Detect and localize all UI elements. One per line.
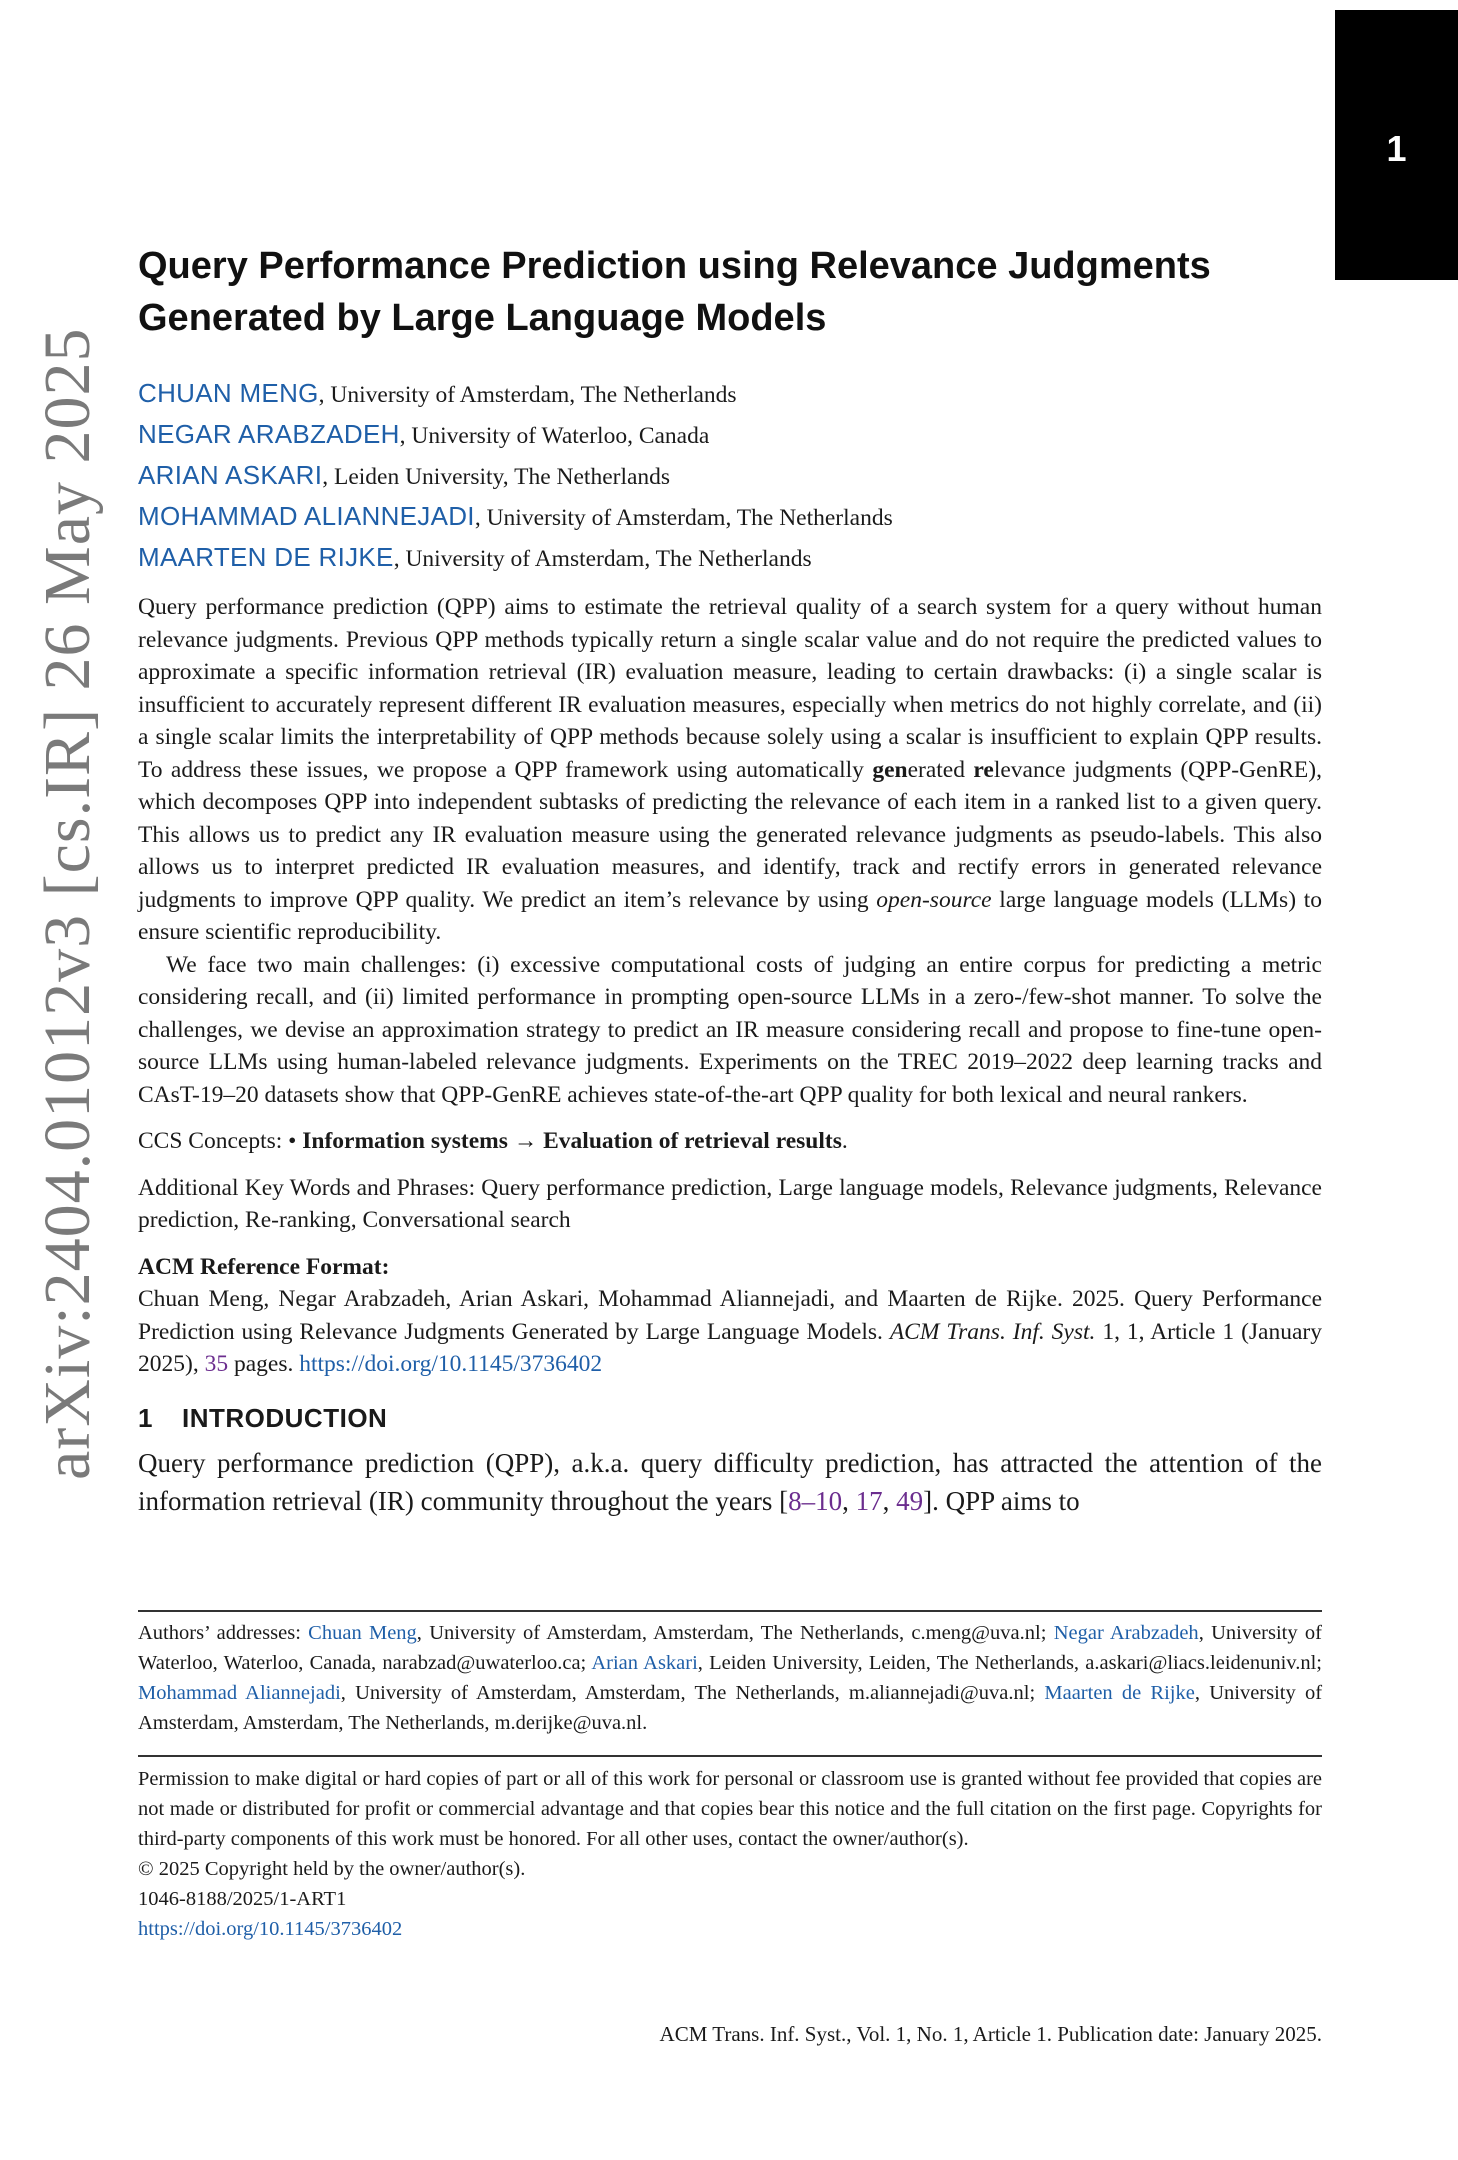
abstract-bold-re: re [973,756,994,783]
section-title: INTRODUCTION [182,1402,388,1433]
author-entry [138,538,1322,579]
intro-body: Query performance prediction (QPP), a.k.a. query difficulty prediction, has attracted the attention of the information retrieval (IR) community throughout the years [ [138,1447,1322,1516]
running-footer: ACM Trans. Inf. Syst., Vol. 1, No. 1, Article 1. Publication date: January 2025. [659,2022,1322,2046]
permission-notice [138,1764,1322,1944]
introduction-text [138,1444,1322,1520]
author-address-detail: , Leiden University, Leiden, The Netherlands, a.askari@liacs.leidenuniv.nl; [697,1652,1322,1674]
author-name[interactable]: MAARTEN DE RIJKE [138,542,394,572]
author-addresses [138,1618,1322,1738]
author-list [138,374,1322,579]
permission-text: Permission to make digital or hard copies of part or all of this work for personal or classroom use is granted without fee provided that copies are not made or distributed for profit or commercial advantage and that copies bear this notice and the full citation on the first page. Copyrights for third-party components of this work must be honored. For all other uses, contact the owner/author(s). [138,1768,1322,1850]
author-address-detail: , University of Waterloo, Waterloo, Canada, narabzad@uwaterloo.ca; [138,1622,1322,1674]
author-address-link[interactable]: Chuan Meng [308,1622,417,1644]
section-heading-introduction [138,1403,1322,1434]
acm-reference-journal: ACM Trans. Inf. Syst. [889,1318,1096,1345]
keywords: Additional Key Words and Phrases: Query performance prediction, Large language models, Relevance judgments, Relevance prediction, Re-ranking, Conversational search [138,1174,1322,1233]
author-affiliation: , University of Amsterdam, The Netherlands [474,505,893,531]
abstract [138,591,1322,1111]
author-affiliation: , University of Waterloo, Canada [399,423,710,449]
intro-body: ]. QPP aims to [923,1485,1080,1516]
addresses-prefix: Authors’ addresses: [138,1622,309,1644]
citation-link[interactable]: 8–10 [788,1485,843,1516]
arxiv-stamp: arXiv:2404.01012v3 [cs.IR] 26 May 2025 [31,327,104,1480]
copyright-line: © 2025 Copyright held by the owner/author(s). [138,1858,526,1880]
acm-reference-heading: ACM Reference Format: [138,1253,390,1280]
author-name[interactable]: NEGAR ARABZADEH [138,419,400,449]
abstract-text: Query performance prediction (QPP) aims to estimate the retrieval quality of a search system for a query without human relevance judgments. Previous QPP methods typically return a single scalar value and do not require the predicted values to approximate a specific information retrieval (IR) evaluation measure, leading to certain drawbacks: (i) a single scalar is insufficient to accurately represent different IR evaluation measures, especially when metrics do not highly correlate, and (ii) a single scalar limits the interpretability of QPP methods because solely using a scalar is insufficient to explain QPP results. To address these issues, we propose a QPP framework using automatically [138,594,1322,783]
doi-link[interactable]: https://doi.org/10.1145/3736402 [299,1351,603,1377]
ccs-end: . [841,1128,848,1154]
author-entry [138,374,1322,415]
acm-reference-volume: 1, 1, Article 1 (January 2025), [138,1318,1322,1377]
abstract-italic: open-source [876,886,992,913]
author-address-link[interactable]: Mohammad Aliannejadi [138,1682,341,1704]
issn-line: 1046-8188/2025/1-ART1 [138,1888,347,1910]
section-number: 1 [138,1402,153,1433]
author-name[interactable]: MOHAMMAD ALIANNEJADI [138,501,475,531]
author-name[interactable]: ARIAN ASKARI [138,460,323,490]
author-name[interactable]: CHUAN MENG [138,378,319,408]
title-line-1: Query Performance Prediction using Relevance Judgments [138,245,1211,287]
abstract-paragraph-2: We face two main challenges: (i) excessive computational costs of judging an entire corpus for predicting a metric considering recall, and (ii) limited performance in prompting open-source LLMs in a zero-/few-shot manner. To solve the challenges, we devise an approximation strategy to predict an IR measure considering recall and propose to fine-tune open-source LLMs using human-labeled relevance judgments. Experiments on the TREC 2019–2022 deep learning tracks and CAsT-19–20 datasets show that QPP-GenRE achieves state-of-the-art QPP quality for both lexical and neural rankers. [138,951,1322,1108]
title-line-2: Generated by Large Language Models [138,297,827,339]
author-entry [138,456,1322,497]
paper-title [138,240,1322,344]
ccs-concepts [138,1125,1322,1158]
author-address-link[interactable]: Arian Askari [591,1652,698,1674]
author-affiliation: , Leiden University, The Netherlands [322,464,671,490]
author-affiliation: , University of Amsterdam, The Netherlands [318,382,737,408]
permission-divider [138,1755,1322,1757]
main-content [138,240,1322,1520]
author-address-link[interactable]: Maarten de Rijke [1044,1682,1195,1704]
abstract-bold-gen: gen [872,756,908,783]
acm-reference-text [138,1283,1322,1381]
footnote-divider [138,1610,1322,1612]
citation-separator: , [842,1485,856,1516]
citation-link[interactable]: 17 [855,1485,883,1516]
page-number: 1 [1386,128,1407,169]
acm-reference-citation: Chuan Meng, Negar Arabzadeh, Arian Askari, Mohammad Aliannejadi, and Maarten de Rijke. 2025. Query Performance Prediction using Relevance Judgments Generated by Large Language Models. [138,1286,1322,1345]
author-address-link[interactable]: Negar Arabzadeh [1053,1622,1199,1644]
page-count-link[interactable]: 35 [204,1351,229,1377]
acm-reference-format [138,1251,1322,1381]
ccs-concept: Information systems → Evaluation of retrieval results [302,1128,842,1154]
abstract-text: large language models (LLMs) to ensure scientific reproducibility. [138,886,1322,945]
author-affiliation: , University of Amsterdam, The Netherlands [393,546,812,572]
abstract-paragraph-1 [138,591,1322,949]
author-entry [138,497,1322,538]
acm-reference-pages-label: pages. [228,1351,300,1377]
author-entry [138,415,1322,456]
author-address-detail: , University of Amsterdam, Amsterdam, The Netherlands, c.meng@uva.nl; [416,1622,1054,1644]
author-address-detail: , University of Amsterdam, Amsterdam, The Netherlands, m.aliannejadi@uva.nl; [340,1682,1045,1704]
citation-separator: , [882,1485,897,1516]
author-address-detail: , University of Amsterdam, Amsterdam, The Netherlands, m.derijke@uva.nl. [138,1682,1323,1734]
ccs-label: CCS Concepts: • [138,1128,303,1154]
abstract-text: erated [907,756,974,783]
citation-link[interactable]: 49 [896,1485,924,1516]
permission-doi-link[interactable]: https://doi.org/10.1145/3736402 [138,1918,403,1940]
abstract-text: levance judgments (QPP-GenRE), which decomposes QPP into independent subtasks of predicting the relevance of each item in a ranked list to a given query. This allows us to predict any IR evaluation measure using the generated relevance judgments as pseudo-labels. This also allows us to interpret predicted IR evaluation measures, and identify, track and rectify errors in generated relevance judgments to improve QPP quality. We predict an item’s relevance by using [138,756,1322,913]
